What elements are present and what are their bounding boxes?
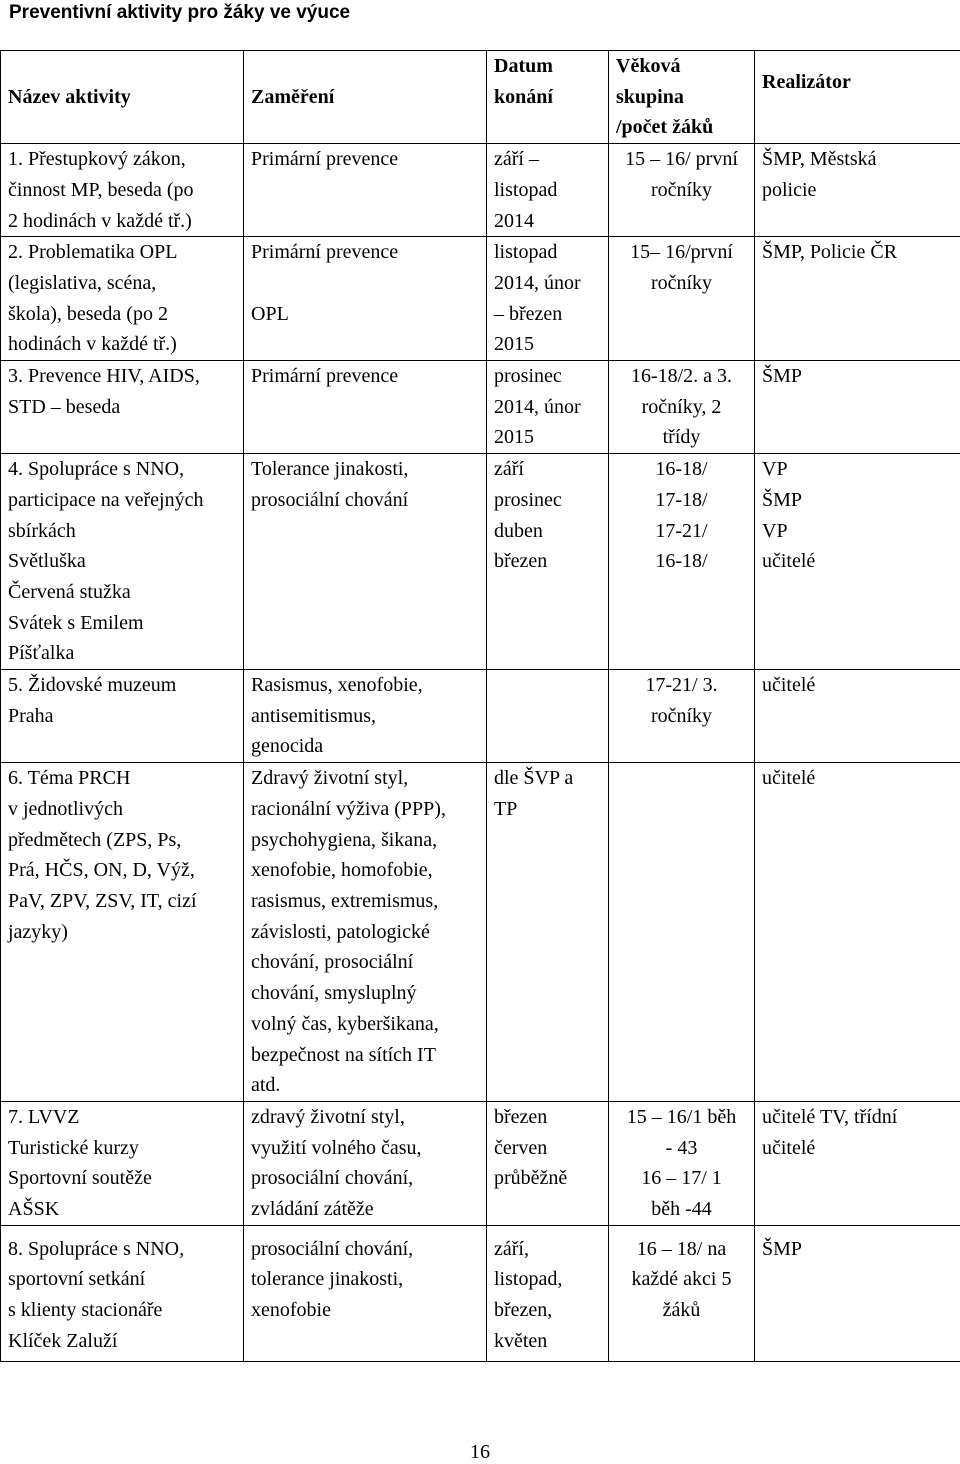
cell-line: - 43 xyxy=(665,1136,698,1159)
cell-group xyxy=(609,454,755,670)
cell-line: zdravý životní styl, xyxy=(251,1105,405,1128)
cell-line: Svátek s Emilem xyxy=(8,611,144,634)
cell-line: tolerance jinakosti, xyxy=(251,1268,404,1291)
cell-line: březen, xyxy=(494,1299,553,1322)
table-row xyxy=(1,237,960,361)
cell-line: PaV, ZPV, ZSV, IT, cizí xyxy=(8,889,197,912)
cell-line: bezpečnost na sítích IT xyxy=(251,1043,436,1066)
cell-focus xyxy=(244,1101,487,1225)
cell-line: každé akci 5 xyxy=(631,1268,732,1291)
cell-date xyxy=(487,144,609,237)
cell-line: 5. Židovské muzeum xyxy=(8,674,177,697)
cell-line: OPL xyxy=(251,302,289,325)
cell-line: (legislativa, scéna, xyxy=(8,271,157,294)
cell-line: březen xyxy=(494,1105,548,1128)
table-row xyxy=(1,670,960,763)
cell-line: 4. Spolupráce s NNO, xyxy=(8,458,185,481)
cell-date xyxy=(487,763,609,1102)
cell-date xyxy=(487,1225,609,1361)
cell-line: 17-21/ xyxy=(655,519,708,542)
cell-line: 6. Téma PRCH xyxy=(8,767,131,790)
cell-line: Tolerance jinakosti, xyxy=(251,458,409,481)
cell-focus xyxy=(244,1225,487,1361)
cell-provider xyxy=(755,763,960,1102)
cell-line: prosociální chování, xyxy=(251,1167,414,1190)
cell-line: ŠMP xyxy=(762,488,803,511)
cell-line: hodinách v každé tř.) xyxy=(8,333,177,356)
cell-line: listopad xyxy=(494,178,558,201)
cell-line: Primární prevence xyxy=(251,148,399,171)
cell-line: 16 – 17/ 1 xyxy=(641,1167,722,1190)
cell-line: 17-21/ 3. xyxy=(645,674,718,697)
cell-line: běh -44 xyxy=(651,1198,712,1221)
cell-line: třídy xyxy=(662,426,701,449)
cell-line: participace na veřejných xyxy=(8,488,204,511)
cell-group xyxy=(609,237,755,361)
cell-line: chování, smysluplný xyxy=(251,982,417,1005)
cell-line: Realizátor xyxy=(762,71,851,93)
table-row xyxy=(1,763,960,1102)
cell-line: 2014 xyxy=(494,209,534,232)
cell-line: využití volného času, xyxy=(251,1136,422,1159)
cell-line: 2015 xyxy=(494,426,534,449)
cell-line: VP xyxy=(762,519,788,542)
cell-line: Turistické kurzy xyxy=(8,1136,139,1159)
cell-line: 16 – 18/ na xyxy=(636,1237,727,1260)
cell-line: ŠMP xyxy=(762,1237,803,1260)
cell-line: zvládání zátěže xyxy=(251,1198,374,1221)
cell-line: květen xyxy=(494,1329,548,1352)
cell-group xyxy=(609,763,755,1102)
cell-line: VP xyxy=(762,458,788,481)
cell-line: prosinec xyxy=(494,365,562,388)
cell-line: genocida xyxy=(251,735,324,758)
cell-date xyxy=(487,237,609,361)
cell-focus xyxy=(244,361,487,454)
cell-line: 2015 xyxy=(494,333,534,356)
cell-line: listopad, xyxy=(494,1268,563,1291)
cell-provider xyxy=(755,144,960,237)
cell-line: Prá, HČS, ON, D, Výž, xyxy=(8,859,195,882)
cell-line: učitelé TV, třídní xyxy=(762,1105,898,1128)
col-header-group xyxy=(609,51,755,144)
cell-line: xenofobie xyxy=(251,1299,331,1322)
cell-line: dle ŠVP a xyxy=(494,767,574,790)
cell-line: ŠMP, Policie ČR xyxy=(762,241,898,264)
table-row xyxy=(1,1225,960,1361)
col-header-focus xyxy=(244,51,487,144)
table-row xyxy=(1,361,960,454)
cell-date xyxy=(487,670,609,763)
cell-group xyxy=(609,1101,755,1225)
cell-line: 8. Spolupráce s NNO, xyxy=(8,1237,185,1260)
cell-line: průběžně xyxy=(494,1167,568,1190)
cell-line: 15– 16/první xyxy=(630,241,733,264)
cell-date xyxy=(487,454,609,670)
cell-line: činnost MP, beseda (po xyxy=(8,178,194,201)
cell-line: učitelé xyxy=(762,550,816,573)
cell-line: ročníky xyxy=(650,704,713,727)
cell-provider xyxy=(755,361,960,454)
cell-line xyxy=(251,268,486,299)
cell-line: Rasismus, xenofobie, xyxy=(251,674,423,697)
cell-line: 7. LVVZ xyxy=(8,1105,80,1128)
cell-line: září xyxy=(494,458,524,481)
cell-line: chování, prosociální xyxy=(251,951,414,974)
cell-line: 15 – 16/ první xyxy=(625,148,738,171)
table-row xyxy=(1,1101,960,1225)
col-header-provider xyxy=(755,51,960,144)
page-heading: Preventivní aktivity pro žáky ve výuce xyxy=(9,2,351,23)
cell-line: prosociální chování xyxy=(251,488,409,511)
cell-provider xyxy=(755,670,960,763)
cell-line: červen xyxy=(494,1136,548,1159)
cell-line: prosinec xyxy=(494,488,562,511)
table-row xyxy=(1,454,960,670)
cell-provider xyxy=(755,237,960,361)
cell-name xyxy=(1,144,244,237)
cell-line: Název aktivity xyxy=(8,85,131,108)
cell-line: září – xyxy=(494,148,539,171)
cell-line: učitelé xyxy=(762,767,816,790)
cell-line: Věková xyxy=(616,55,681,77)
cell-line: Zaměření xyxy=(251,85,335,108)
col-header-name xyxy=(1,51,244,144)
cell-name xyxy=(1,1101,244,1225)
cell-provider xyxy=(755,1225,960,1361)
cell-line: ročníky, 2 xyxy=(641,395,722,418)
cell-line: Červená stužka xyxy=(8,580,131,603)
cell-line: /počet žáků xyxy=(616,116,714,139)
table-row xyxy=(1,144,960,237)
cell-line: atd. xyxy=(251,1074,281,1097)
cell-line: 16-18/2. a 3. xyxy=(630,365,733,388)
cell-focus xyxy=(244,763,487,1102)
cell-name xyxy=(1,763,244,1102)
cell-line: ročníky xyxy=(650,178,713,201)
table-header-row xyxy=(1,51,960,144)
cell-line: 2 hodinách v každé tř.) xyxy=(8,209,192,232)
cell-line: závislosti, patologické xyxy=(251,920,430,943)
cell-group xyxy=(609,361,755,454)
cell-focus xyxy=(244,237,487,361)
cell-line: škola), beseda (po 2 xyxy=(8,302,168,325)
cell-line: žáků xyxy=(662,1299,701,1322)
cell-group xyxy=(609,670,755,763)
cell-line: 2. Problematika OPL xyxy=(8,241,178,264)
col-header-date xyxy=(487,51,609,144)
cell-line: jazyky) xyxy=(8,920,68,943)
cell-line: Datum xyxy=(494,55,553,77)
cell-line: 2014, únor xyxy=(494,271,581,294)
cell-line: 16-18/ xyxy=(655,458,708,481)
cell-line: předmětech (ZPS, Ps, xyxy=(8,828,182,851)
cell-line: Světluška xyxy=(8,550,86,573)
cell-line: duben xyxy=(494,519,543,542)
cell-line: policie xyxy=(762,178,817,201)
cell-line: září, xyxy=(494,1237,529,1260)
cell-date xyxy=(487,361,609,454)
cell-name xyxy=(1,237,244,361)
cell-line: rasismus, extremismus, xyxy=(251,889,439,912)
cell-group xyxy=(609,144,755,237)
cell-line: ŠMP xyxy=(762,365,803,388)
cell-line: AŠSK xyxy=(8,1198,60,1221)
cell-focus xyxy=(244,144,487,237)
cell-line: STD – beseda xyxy=(8,395,121,418)
cell-provider xyxy=(755,1101,960,1225)
cell-line: 15 – 16/1 běh xyxy=(626,1105,737,1128)
cell-line: Primární prevence xyxy=(251,365,399,388)
cell-line: Zdravý životní styl, xyxy=(251,767,409,790)
cell-line: ročníky xyxy=(650,271,713,294)
cell-line: Praha xyxy=(8,704,54,727)
cell-line: psychohygiena, šikana, xyxy=(251,828,438,851)
cell-line: racionální výživa (PPP), xyxy=(251,797,446,820)
cell-line: Primární prevence xyxy=(251,241,399,264)
cell-line: Klíček Zaluží xyxy=(8,1329,118,1352)
cell-line: v jednotlivých xyxy=(8,797,123,820)
cell-line: xenofobie, homofobie, xyxy=(251,859,433,882)
cell-line: konání xyxy=(494,85,553,108)
cell-line: březen xyxy=(494,550,548,573)
cell-line: Sportovní soutěže xyxy=(8,1167,152,1190)
cell-line: s klienty stacionáře xyxy=(8,1299,163,1322)
cell-line: sportovní setkání xyxy=(8,1268,146,1291)
cell-line: 16-18/ xyxy=(655,550,708,573)
cell-line: skupina xyxy=(616,85,684,108)
cell-line: antisemitismus, xyxy=(251,704,376,727)
page-number: 16 xyxy=(470,1441,490,1463)
cell-name xyxy=(1,670,244,763)
cell-line: – březen xyxy=(494,302,563,325)
cell-line: ŠMP, Městská xyxy=(762,148,877,171)
cell-line: volný čas, kyberšikana, xyxy=(251,1012,439,1035)
cell-line: 17-18/ xyxy=(655,488,708,511)
activities-table xyxy=(0,50,960,1362)
cell-name xyxy=(1,1225,244,1361)
cell-line: učitelé xyxy=(762,1136,816,1159)
cell-line: Píšťalka xyxy=(8,642,75,665)
cell-line: listopad xyxy=(494,241,558,264)
cell-line: 1. Přestupkový zákon, xyxy=(8,148,186,171)
cell-line: prosociální chování, xyxy=(251,1237,414,1260)
cell-name xyxy=(1,361,244,454)
cell-group xyxy=(609,1225,755,1361)
cell-name xyxy=(1,454,244,670)
cell-focus xyxy=(244,454,487,670)
cell-line: TP xyxy=(494,797,518,820)
cell-line: sbírkách xyxy=(8,519,76,542)
cell-date xyxy=(487,1101,609,1225)
cell-focus xyxy=(244,670,487,763)
cell-line: 2014, únor xyxy=(494,395,581,418)
cell-line: učitelé xyxy=(762,674,816,697)
cell-provider xyxy=(755,454,960,670)
cell-line: 3. Prevence HIV, AIDS, xyxy=(8,365,200,388)
